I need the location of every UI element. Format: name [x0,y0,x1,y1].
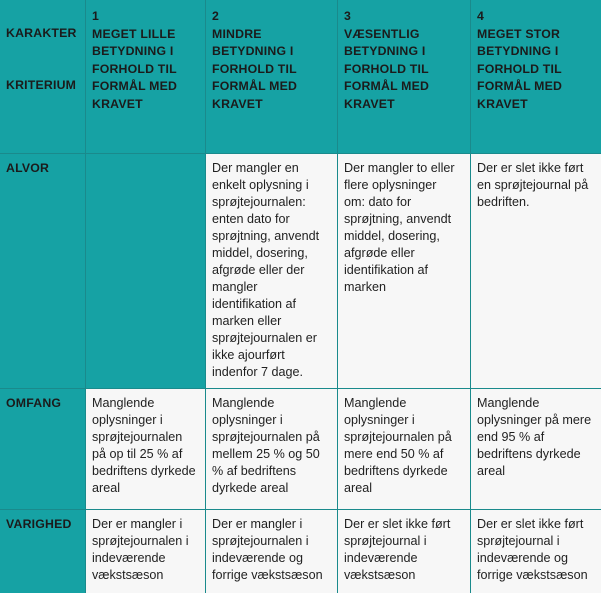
alvor-cell-1 [86,154,206,389]
cell-line: marken eller [212,314,282,328]
column-title-line: FORMÅL MED [92,79,178,93]
cell-line: oplysninger i [344,413,415,427]
cell-line: sprøjtning, anvendt [212,229,320,243]
cell-line: marken [344,280,386,294]
cell-line: end 95 % af [477,430,545,444]
omfang-cell-4 [471,389,601,510]
cell-line: identifikation af [212,297,297,311]
cell-line: Der er slet ikke ført [477,161,584,175]
column-title-line: FORMÅL MED [212,79,298,93]
cell-line: mere end 50 % af [344,447,444,461]
cell-line: bedriftens dyrkede [344,464,448,478]
column-title-line: KRAVET [92,96,143,111]
cell-line: ikke ajourført [212,348,285,362]
cell-line: Manglende [344,396,407,410]
cell-line: Der er slet ikke ført [477,517,584,531]
omfang-cell-2 [206,389,338,510]
cell-line: vækstsæson [92,568,164,582]
cell-line: sprøjtejournalen er [212,331,317,345]
column-title-line: FORHOLD TIL [212,61,297,76]
cell-line: bedriftens dyrkede [477,447,581,461]
cell-line: forrige vækstsæson [212,568,323,582]
cell-line: indeværende og [212,551,304,565]
alvor-cell-4 [471,154,601,389]
cell-line: enkelt oplysning i [212,178,309,192]
column-header-3 [338,0,471,154]
corner-header-cell [0,0,86,154]
column-number: 4 [477,9,485,23]
cell-line: sprøjtejournalen på [212,430,320,444]
column-title-line: FORMÅL MED [344,79,430,93]
cell-line: middel, dosering, [344,229,440,243]
cell-line: sprøjtejournalen i [212,534,309,548]
varighed-cell-4 [471,510,601,593]
cell-line: indeværende og [477,551,569,565]
row-label: VARIGHED [6,517,72,531]
cell-line: sprøjtejournal i [344,534,427,548]
row-label: ALVOR [6,161,50,175]
column-title-line: KRAVET [212,96,263,111]
column-header-4 [471,0,601,154]
cell-line: Manglende [92,396,155,410]
column-title-line: MEGET STOR [477,26,561,41]
cell-line: indeværende [92,551,166,565]
column-title-line: KRAVET [344,96,395,111]
cell-line: Der er mangler i [92,517,183,531]
row-label-alvor [0,154,86,389]
alvor-cell-3 [338,154,471,389]
column-header-2 [206,0,338,154]
cell-line: Der er mangler i [212,517,303,531]
omfang-cell-3 [338,389,471,510]
column-title-line: KRAVET [477,96,528,111]
alvor-cell-2 [206,154,338,389]
cell-line: oplysninger i [92,413,163,427]
column-title-line: FORMÅL MED [477,79,563,93]
cell-line: sprøjtejournalen [92,430,183,444]
cell-line: Der mangler to eller [344,161,455,175]
varighed-cell-2 [206,510,338,593]
cell-line: Der er slet ikke ført [344,517,451,531]
cell-line: sprøjtning, anvendt [344,212,452,226]
cell-line: % af bedriftens [212,464,297,478]
cell-line: middel, dosering, [212,246,308,260]
column-title-line: BETYDNING I [212,44,294,58]
cell-line: om: dato for [344,195,412,209]
cell-line: på op til 25 % af [92,447,183,461]
column-header-1 [86,0,206,154]
cell-line: vækstsæson [344,568,416,582]
kriterium-label: KRITERIUM [6,78,77,92]
cell-line: areal [344,481,373,495]
cell-line: dyrkede areal [212,481,289,495]
cell-line: forrige vækstsæson [477,568,588,582]
column-title-line: FORHOLD TIL [344,61,429,76]
row-label-varighed [0,510,86,593]
column-title-line: VÆSENTLIG [344,26,420,41]
cell-line: identifikation af [344,263,429,277]
cell-line: afgrøde eller [344,246,415,260]
column-title-line: BETYDNING I [344,44,426,58]
column-title-line: FORHOLD TIL [92,61,177,76]
cell-line: areal [92,481,121,495]
cell-line: Manglende [477,396,540,410]
column-number: 3 [344,9,352,23]
row-label: OMFANG [6,396,62,410]
cell-line: Der mangler en [212,161,299,175]
cell-line: indeværende [344,551,418,565]
column-number: 1 [92,9,100,23]
cell-line: oplysninger i [212,413,283,427]
cell-line: oplysninger på mere [477,413,592,427]
cell-line: bedriften. [477,195,530,209]
karakter-label: KARAKTER [6,26,77,40]
cell-line: mangler [212,280,258,294]
row-label-omfang [0,389,86,510]
cell-line: sprøjtejournalen i [92,534,189,548]
column-title-line: BETYDNING I [477,44,559,58]
cell-line: sprøjtejournalen: [212,195,306,209]
cell-line: mellem 25 % og 50 [212,447,320,461]
column-title-line: MINDRE [212,26,262,41]
varighed-cell-3 [338,510,471,593]
cell-line: areal [477,464,506,478]
cell-line: en sprøjtejournal på [477,178,589,192]
column-number: 2 [212,9,220,23]
column-title-line: BETYDNING I [92,44,174,58]
cell-line: indenfor 7 dage. [212,365,304,379]
column-title-line: MEGET LILLE [92,26,176,41]
cell-line: sprøjtejournalen på [344,430,452,444]
column-title-line: FORHOLD TIL [477,61,562,76]
cell-line: enten dato for [212,212,290,226]
omfang-cell-1 [86,389,206,510]
varighed-cell-1 [86,510,206,593]
cell-line: bedriftens dyrkede [92,464,196,478]
cell-line: Manglende [212,396,275,410]
cell-line: afgrøde eller der [212,263,305,277]
cell-line: flere oplysninger [344,178,437,192]
cell-line: sprøjtejournal i [477,534,560,548]
